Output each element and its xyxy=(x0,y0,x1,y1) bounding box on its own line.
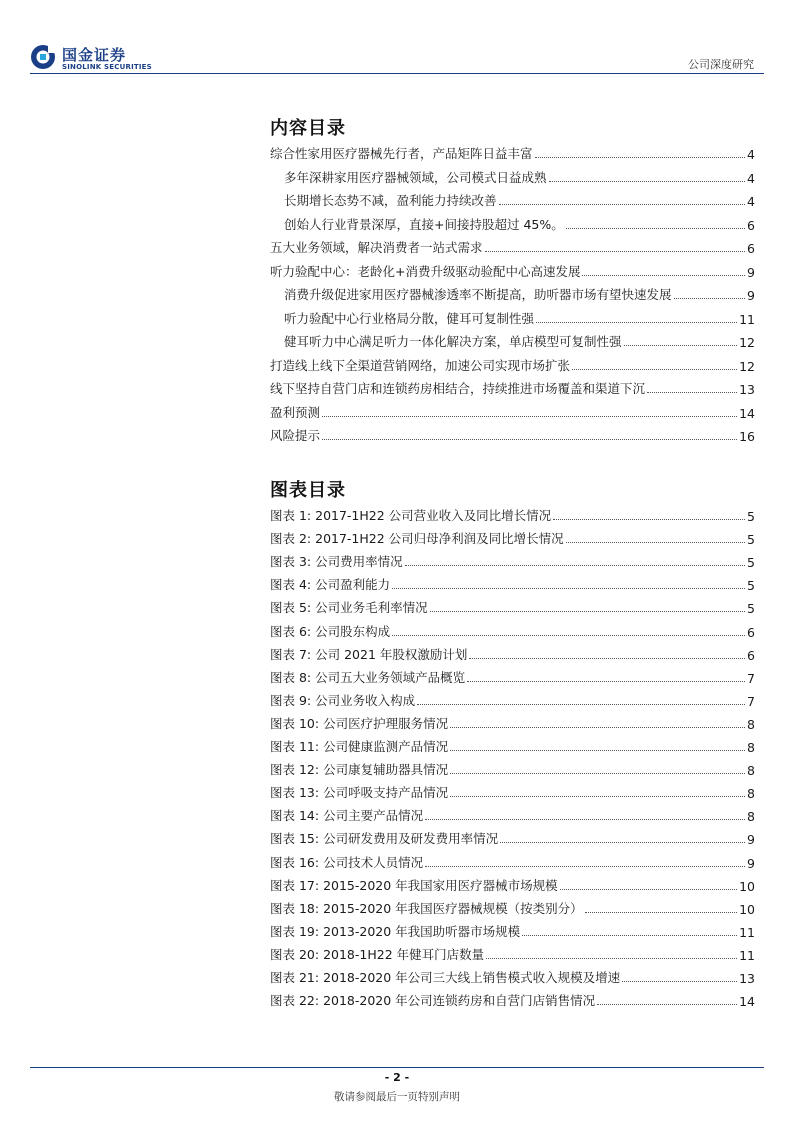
dot-leader xyxy=(622,981,737,982)
dot-leader xyxy=(467,681,745,682)
figure-entry[interactable] xyxy=(270,804,755,824)
toc-entry-page: 12 xyxy=(739,335,755,350)
toc-entry-title: 打造线上线下全渠道营销网络，加速公司实现市场扩张 xyxy=(270,357,571,373)
toc-entry-page: 6 xyxy=(747,241,755,256)
figure-entry-page: 8 xyxy=(747,763,755,779)
figure-entry[interactable] xyxy=(270,735,755,755)
footer-divider xyxy=(30,1067,764,1068)
figures-title: 图表目录 xyxy=(270,480,346,501)
toc-entry-page: 11 xyxy=(739,311,755,327)
figure-entry[interactable] xyxy=(270,504,755,524)
toc-entry-title: 健耳听力中心满足听力一体化解决方案，单店模型可复制性强 xyxy=(284,334,622,349)
toc-entry-title: 多年深耕家用医疗器械领域，公司模式日益成熟 xyxy=(284,169,547,185)
figure-entry-title: 图表 18: 2015-2020 年我国医疗器械规模（按类别分） xyxy=(270,900,583,916)
report-type-label: 公司深度研究 xyxy=(688,58,754,71)
toc-entry-page: 4 xyxy=(747,170,755,186)
page-header xyxy=(0,0,794,80)
toc-entry-page: 4 xyxy=(747,147,755,162)
figure-entry-page: 5 xyxy=(747,555,755,571)
figure-entry-title: 图表 19: 2013-2020 年我国助听器市场规模 xyxy=(270,923,521,939)
figure-entry[interactable] xyxy=(270,897,755,917)
toc-entry[interactable] xyxy=(284,213,755,233)
dot-leader xyxy=(535,157,746,158)
dot-leader xyxy=(499,204,746,205)
toc-entry[interactable] xyxy=(270,260,755,280)
figure-entry-page: 14 xyxy=(739,994,755,1010)
figure-entry-title: 图表 6: 公司股东构成 xyxy=(270,623,391,639)
logo-chinese-name: 国金证券 xyxy=(62,46,127,64)
toc-entry-page: 16 xyxy=(739,429,755,444)
toc-entry-page: 9 xyxy=(747,288,755,303)
toc-entry-page: 14 xyxy=(739,405,755,421)
dot-leader xyxy=(450,727,745,728)
dot-leader xyxy=(566,228,745,229)
figure-entry-title: 图表 20: 2018-1H22 年健耳门店数量 xyxy=(270,946,485,962)
dot-leader xyxy=(430,611,745,612)
dot-leader xyxy=(322,439,737,440)
dot-leader xyxy=(624,345,738,346)
figure-entry-page: 10 xyxy=(739,901,755,917)
toc-entry[interactable] xyxy=(284,330,755,350)
figure-entry-page: 5 xyxy=(747,509,755,524)
figure-entry-title: 图表 9: 公司业务收入构成 xyxy=(270,692,416,708)
figure-entry-title: 图表 15: 公司研发费用及研发费用率情况 xyxy=(270,831,499,847)
dot-leader xyxy=(582,275,745,276)
toc-entry-title: 听力验配中心：老龄化+消费升级驱动验配中心高速发展 xyxy=(270,263,581,279)
dot-leader xyxy=(597,1004,737,1005)
toc-entry-title: 综合性家用医疗器械先行者，产品矩阵日益丰富 xyxy=(270,146,533,161)
toc-entry-page: 9 xyxy=(747,264,755,280)
dot-leader xyxy=(536,322,737,323)
page-number: - 2 - xyxy=(384,1071,410,1084)
figure-entry[interactable] xyxy=(270,527,755,547)
figure-entry[interactable] xyxy=(270,666,755,686)
figure-entry-title: 图表 3: 公司费用率情况 xyxy=(270,554,403,570)
figure-entry[interactable] xyxy=(270,851,755,871)
figure-entry[interactable] xyxy=(270,620,755,640)
dot-leader xyxy=(553,519,745,520)
figure-entry[interactable] xyxy=(270,966,755,986)
dot-leader xyxy=(450,796,745,797)
toc-entry[interactable] xyxy=(284,166,755,186)
figure-entry[interactable] xyxy=(270,989,755,1009)
toc-entry[interactable] xyxy=(270,401,755,421)
figure-entry-page: 10 xyxy=(739,878,755,894)
figure-entry-title: 图表 5: 公司业务毛利率情况 xyxy=(270,600,428,616)
contents-title: 内容目录 xyxy=(270,118,346,139)
toc-entry[interactable] xyxy=(284,283,755,303)
figure-entry-title: 图表 11: 公司健康监测产品情况 xyxy=(270,739,449,754)
toc-entry[interactable] xyxy=(270,377,755,397)
figure-entry-title: 图表 1: 2017-1H22 公司营业收入及同比增长情况 xyxy=(270,508,552,523)
figure-entry[interactable] xyxy=(270,550,755,570)
figure-entry-page: 11 xyxy=(739,924,755,940)
figure-entry-title: 图表 10: 公司医疗护理服务情况 xyxy=(270,715,449,731)
figure-entry[interactable] xyxy=(270,781,755,801)
figure-entry-title: 图表 2: 2017-1H22 公司归母净利润及同比增长情况 xyxy=(270,531,564,547)
figure-entry[interactable] xyxy=(270,827,755,847)
figure-entry-title: 图表 21: 2018-2020 年公司三大线上销售模式收入规模及增速 xyxy=(270,970,621,985)
toc-entry-page: 4 xyxy=(747,194,755,209)
figure-entry-page: 13 xyxy=(739,971,755,986)
toc-entry[interactable] xyxy=(270,236,755,256)
footer-disclaimer: 敬请参阅最后一页特别声明 xyxy=(334,1091,460,1103)
dot-leader xyxy=(392,588,745,589)
toc-entry-title: 五大业务领域，解决消费者一站式需求 xyxy=(270,240,483,255)
dot-leader xyxy=(417,704,745,705)
figure-entry-page: 7 xyxy=(747,670,755,686)
figure-entry-title: 图表 13: 公司呼吸支持产品情况 xyxy=(270,785,449,801)
figure-entry[interactable] xyxy=(270,643,755,663)
figure-entry-page: 5 xyxy=(747,532,755,548)
figure-entry-page: 8 xyxy=(747,786,755,802)
figure-entry-page: 8 xyxy=(747,740,755,755)
figure-entry-title: 图表 8: 公司五大业务领域产品概览 xyxy=(270,669,466,685)
dot-leader xyxy=(522,935,737,936)
toc-entry[interactable] xyxy=(270,142,755,162)
figure-entry[interactable] xyxy=(270,712,755,732)
dot-leader xyxy=(572,369,737,370)
toc-entry[interactable] xyxy=(270,424,755,444)
logo-english-name: SINOLINK SECURITIES xyxy=(62,63,152,71)
dot-leader xyxy=(566,542,745,543)
figure-entry-page: 8 xyxy=(747,716,755,732)
toc-entry-page: 6 xyxy=(747,217,755,233)
figure-entry-page: 5 xyxy=(747,578,755,594)
toc-entry-title: 创始人行业背景深厚，直接+间接持股超过 45%。 xyxy=(284,216,564,232)
toc-entry-page: 12 xyxy=(739,358,755,374)
dot-leader xyxy=(485,251,746,252)
dot-leader xyxy=(392,635,745,636)
dot-leader xyxy=(500,842,745,843)
figure-entry[interactable] xyxy=(270,920,755,940)
dot-leader xyxy=(469,658,745,659)
figure-entry-page: 7 xyxy=(747,693,755,709)
company-logo xyxy=(30,44,160,74)
figure-entry-title: 图表 12: 公司康复辅助器具情况 xyxy=(270,762,449,778)
figure-entry[interactable] xyxy=(270,596,755,616)
dot-leader xyxy=(425,819,745,820)
dot-leader xyxy=(425,866,745,867)
toc-entry-title: 长期增长态势不减，盈利能力持续改善 xyxy=(284,193,497,208)
toc-entry-title: 线下坚持自营门店和连锁药房相结合，持续推进市场覆盖和渠道下沉 xyxy=(270,381,646,396)
figure-entry-page: 9 xyxy=(747,832,755,848)
toc-entry-title: 消费升级促进家用医疗器械渗透率不断提高，助听器市场有望快速发展 xyxy=(284,287,672,302)
figure-entry-page: 6 xyxy=(747,624,755,640)
figure-entry-title: 图表 17: 2015-2020 年我国家用医疗器械市场规模 xyxy=(270,877,558,893)
dot-leader xyxy=(486,958,737,959)
dot-leader xyxy=(647,392,737,393)
toc-entry-title: 听力验配中心行业格局分散，健耳可复制性强 xyxy=(284,310,535,326)
dot-leader xyxy=(560,889,737,890)
figure-entry-page: 9 xyxy=(747,855,755,871)
dot-leader xyxy=(585,912,737,913)
figure-entry[interactable] xyxy=(270,689,755,709)
figure-entry[interactable] xyxy=(270,943,755,963)
figure-entry-title: 图表 16: 公司技术人员情况 xyxy=(270,854,424,870)
dot-leader xyxy=(674,298,746,299)
dot-leader xyxy=(405,565,745,566)
figure-entry-title: 图表 7: 公司 2021 年股权激励计划 xyxy=(270,646,468,662)
dot-leader xyxy=(549,181,746,182)
header-divider xyxy=(30,73,764,74)
dot-leader xyxy=(322,416,737,417)
figure-entry-page: 8 xyxy=(747,809,755,825)
figure-entry-title: 图表 22: 2018-2020 年公司连锁药房和自营门店销售情况 xyxy=(270,993,596,1009)
toc-entry-title: 风险提示 xyxy=(270,428,321,443)
dot-leader xyxy=(450,773,745,774)
figure-entry[interactable] xyxy=(270,874,755,894)
figure-entry[interactable] xyxy=(270,573,755,593)
toc-entry[interactable] xyxy=(270,354,755,374)
figure-entry-page: 6 xyxy=(747,647,755,663)
dot-leader xyxy=(450,750,745,751)
figure-entry-page: 5 xyxy=(747,601,755,617)
figure-entry-page: 11 xyxy=(739,947,755,963)
toc-entry-page: 13 xyxy=(739,382,755,397)
sinolink-logo-icon xyxy=(30,44,56,70)
toc-entry-title: 盈利预测 xyxy=(270,404,321,420)
figure-entry-title: 图表 14: 公司主要产品情况 xyxy=(270,808,424,824)
toc-entry[interactable] xyxy=(284,307,755,327)
toc-entry[interactable] xyxy=(284,189,755,209)
figure-entry[interactable] xyxy=(270,758,755,778)
figure-entry-title: 图表 4: 公司盈利能力 xyxy=(270,577,391,593)
